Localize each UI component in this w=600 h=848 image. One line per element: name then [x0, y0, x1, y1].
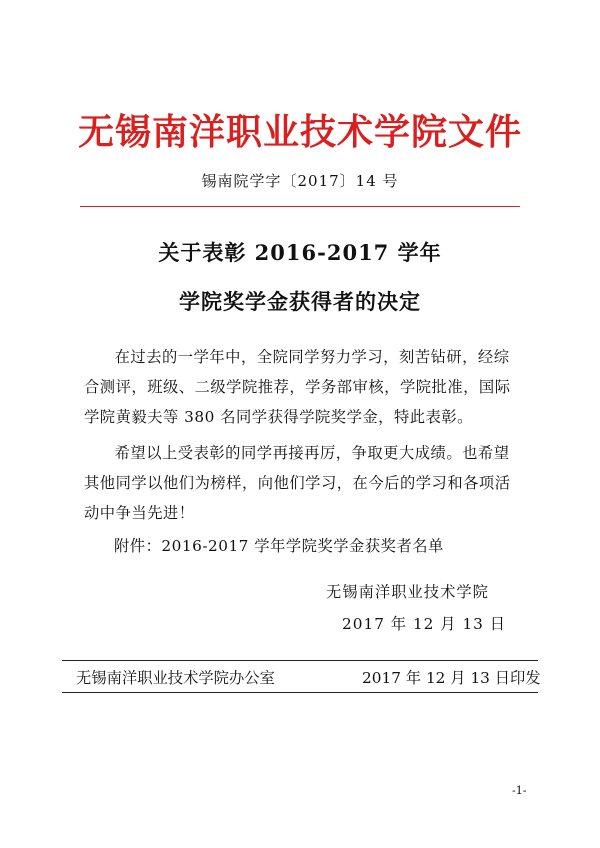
page-number: -1- — [512, 784, 527, 797]
attachment-note: 附件：2016-2017 学年学院奖学金获奖者名单 — [114, 537, 444, 555]
footer-print-date: 2017 年 12 月 13 日印发 — [362, 669, 541, 687]
footer-issuing-office: 无锡南洋职业技术学院办公室 — [76, 669, 275, 687]
document-header-title: 无锡南洋职业技术学院文件 — [77, 111, 522, 153]
body-paragraph-1: 在过去的一学年中，全院同学努力学习，刻苦钻研，经综合测评，班级、二级学院推荐，学务部审核，学院批准，国际学院黄毅夫等 380 名同学获得学院奖学金，特此表彰。 — [84, 348, 511, 426]
document-number: 锡南院学字〔2017〕14 号 — [201, 172, 399, 190]
subject-title-line-2: 学院奖学金获得者的决定 — [179, 289, 421, 314]
signature-date: 2017 年 12 月 13 日 — [342, 615, 507, 633]
footer-top-rule — [62, 660, 538, 661]
subject-title-line-1: 关于表彰 2016-2017 学年 — [158, 240, 442, 265]
footer-bottom-rule — [62, 692, 538, 693]
header-red-divider — [80, 206, 520, 207]
body-paragraph-2: 希望以上受表彰的同学再接再厉，争取更大成绩。也希望其他同学以他们为榜样，向他们学习，在今后的学习和各项活动中争当先进！ — [84, 444, 511, 522]
signature-organization: 无锡南洋职业技术学院 — [326, 583, 489, 601]
